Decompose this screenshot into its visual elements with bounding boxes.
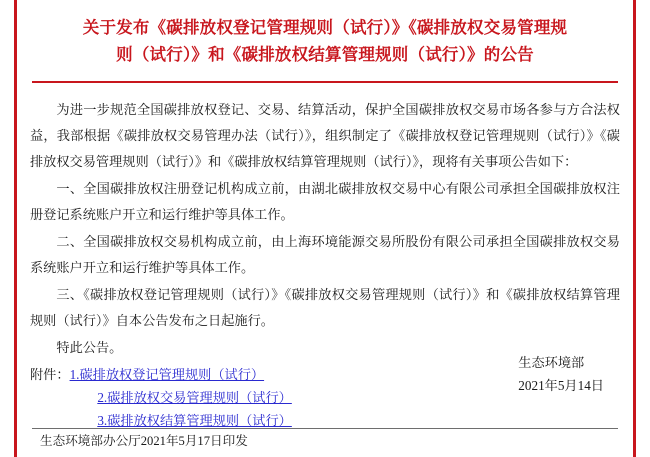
attachment-link-1[interactable]: 1.碳排放权登记管理规则（试行） — [69, 367, 265, 382]
paragraph-item-2: 二、全国碳排放权交易机构成立前，由上海环境能源交易所股份有限公司承担全国碳排放权交易系统账户开立和运行维护等具体工作。 — [30, 234, 620, 275]
paragraph-closing: 特此公告。 — [56, 340, 123, 355]
title-divider — [32, 81, 618, 83]
page-title-line-2: 则（试行）》和《碳排放权结算管理规则（试行）》的公告 — [116, 45, 534, 64]
right-red-rule — [633, 0, 636, 457]
page-title-line-1: 关于发布《碳排放权登记管理规则（试行）》《碳排放权交易管理规 — [82, 18, 568, 37]
signature-block — [518, 351, 604, 397]
attachments-label: 附件： — [30, 367, 70, 382]
attachment-link-3[interactable]: 3.碳排放权结算管理规则（试行） — [97, 413, 292, 428]
paragraph-intro: 为进一步规范全国碳排放权登记、交易、结算活动，保护全国碳排放权交易市场各参与方合法权益，我部根据《碳排放权交易管理办法（试行）》，组织制定了《碳排放权登记管理规则（试行）》《碳排放权交易管理规则（试行）》和《碳排放权结算管理规则（试行）》，现将有关事项公告如下： — [30, 102, 620, 169]
paragraph-item-1: 一、全国碳排放权注册登记机构成立前，由湖北碳排放权交易中心有限公司承担全国碳排放权注册登记系统账户开立和运行维护等具体工作。 — [30, 181, 620, 222]
attachment-link-2[interactable]: 2.碳排放权交易管理规则（试行） — [97, 390, 292, 405]
left-red-rule — [14, 0, 17, 457]
signature-date: 2021年5月14日 — [518, 378, 604, 393]
paragraph-item-3: 三、《碳排放权登记管理规则（试行）》《碳排放权交易管理规则（试行）》和《碳排放权结算管理规则（试行）》自本公告发布之日起施行。 — [30, 287, 620, 328]
document-body — [30, 97, 620, 361]
footer-divider — [32, 428, 618, 429]
signature-issuer: 生态环境部 — [518, 355, 585, 370]
page-title — [30, 0, 620, 68]
document-content — [30, 0, 620, 457]
footer-note: 生态环境部办公厅2021年5月17日印发 — [40, 434, 248, 448]
